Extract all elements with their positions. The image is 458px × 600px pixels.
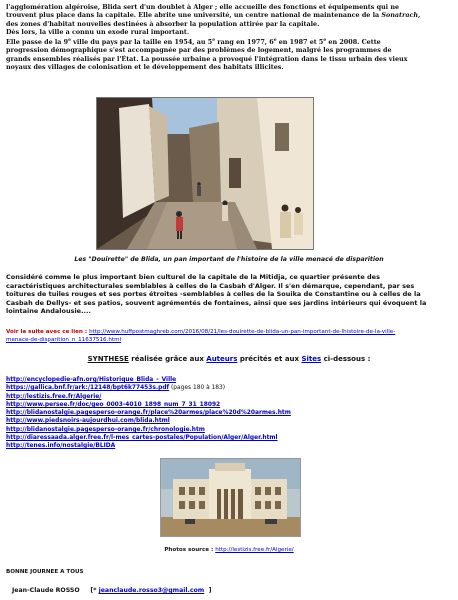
intro-paragraph — [6, 3, 454, 71]
body-line: toitures de tuiles rouges et ses portes étroites -semblables à celles de la Souika de Constantine ou à celles de la — [6, 290, 421, 298]
intro-line: grands ensembles réalisés par l'État. La poussée urbaine a provoqué l'intégration dans le tissu urbain des vieux — [6, 54, 408, 63]
read-more — [6, 329, 452, 344]
read-more-line — [6, 337, 452, 345]
bracket-open: [* — [79, 587, 99, 594]
source-link-row — [6, 434, 452, 442]
intro-text: en 2008. Cette — [326, 37, 381, 46]
source-link-gallica[interactable]: https://gallica.bnf.fr/ark:/12148/bpt6k77453s.pdf — [6, 385, 170, 392]
bracket-close: ] — [204, 587, 212, 594]
credit-link[interactable]: http://lestizis.free.fr/Algerie/ — [215, 547, 294, 553]
douirette-paragraph — [6, 273, 452, 316]
huffpost-link-continued[interactable]: menace-de-disparition_n_11637516.html — [6, 336, 122, 343]
credit-label: Photos source : — [164, 547, 216, 553]
intro-line — [6, 37, 454, 47]
intro-text: Elle passe de la 9 — [6, 37, 69, 46]
intro-line: l'agglomération algéroise, Blida sert d'un doublet à Alger ; elle accueille des fonctions et équipements qui ne — [6, 3, 400, 11]
ordinal-sup: e — [212, 37, 216, 43]
intro-text: rang en 1977, 6 — [215, 37, 274, 46]
source-link-lestizis[interactable]: http://lestizis.free.fr/Algerie/ — [6, 393, 102, 400]
body-line: lointaine Andalousie.... — [6, 307, 91, 315]
source-link-row — [6, 409, 452, 417]
intro-line: Dès lors, la ville a connu un exode rural important. — [6, 28, 190, 37]
source-link-row — [6, 384, 452, 392]
intro-text: ville du pays par la taille en 1954, au 5 — [70, 37, 213, 46]
closing-greeting: BONNE JOURNEE A TOUS — [6, 569, 84, 575]
source-link-row — [6, 442, 452, 450]
ordinal-sup: e — [323, 37, 327, 43]
signature — [12, 587, 211, 594]
douirette-street-photo — [96, 97, 314, 250]
intro-text: trouvent plus place dans la capitale. Elle abrite une université, un centre national de maintenance de la — [6, 11, 382, 20]
synthese-text: précités et aux — [237, 355, 302, 363]
authors-link[interactable]: Auteurs — [206, 355, 238, 363]
author-name: Jean-Claude ROSSO — [12, 587, 80, 594]
photo-credit — [0, 547, 458, 553]
read-more-label: Voir la suite avec ce lien : — [6, 329, 90, 335]
synthese-text: ci-dessous : — [321, 355, 371, 363]
intro-line — [6, 11, 454, 19]
source-link-blidanostalgie-place[interactable]: http://blidanostalgie.pagesperso-orange.fr/place%20armes/place%20d%20armes.htm — [6, 410, 291, 417]
source-link-row — [6, 426, 452, 434]
source-links-list — [6, 376, 452, 451]
sites-link[interactable]: Sites — [301, 355, 322, 363]
intro-line: noyaux des villages de colonisation et le développement des habitats illicites. — [6, 62, 284, 71]
synthese-heading — [0, 355, 458, 363]
source-link-row — [6, 376, 452, 384]
source-link-row — [6, 417, 452, 425]
huffpost-link[interactable]: http://www.huffpostmaghreb.com/2016/08/21/les-douirette-de-blida-un-pan-important-de-lhistoire-de-la-ville- — [89, 329, 396, 335]
synthese-title: SYNTHESE — [87, 355, 129, 363]
ordinal-sup: e — [68, 37, 71, 43]
source-link-row — [6, 401, 452, 409]
source-link-blidanostalgie-chrono[interactable]: http://blidanostalgie.pagesperso-orange.fr/chronologie.htm — [6, 426, 205, 433]
body-line: Casbah de Dellys- et ses patios, souvent agrémentés de fontaines, ainsi que ses jardins intérieurs qui évoquent la — [6, 298, 427, 307]
email-link[interactable]: jeanclaude.rosso3@gmail.com — [98, 587, 205, 594]
intro-line: des zones d'habitat nouvelles destinées à absorber la population attirée par la capitale. — [6, 19, 320, 28]
body-line: caractéristiques architecturales semblables à celles de la Casbah d'Alger. Il s'en démarque, cependant, par ses — [6, 281, 415, 290]
pages-note: (pages 180 à 183) — [169, 385, 226, 392]
ordinal-sup: e — [273, 37, 277, 43]
sonatrach-italic: Sonatrach, — [381, 11, 421, 20]
source-link-encyclopedie[interactable]: http://encyclopedie-afn.org/Historique_Blida_-_Ville — [6, 377, 177, 383]
source-link-piedsnoirs[interactable]: http://www.piedsnoirs-aujourdhui.com/blida.html — [6, 418, 170, 425]
source-link-diaressaada[interactable]: http://diaressaada.alger.free.fr/l-mes_cartes-postales/Population/Alger/Alger.html — [6, 435, 278, 442]
photo-caption: Les "Douirette" de Blida, un pan important de l'histoire de la ville menacé de disparition — [74, 256, 384, 263]
building-photo — [160, 458, 301, 537]
source-link-tenes[interactable]: http://tenes.info/nostalgie/BLIDA — [6, 443, 116, 450]
source-link-persee[interactable]: http://www.persee.fr/doc/geo_0003-4010_1898_num_7_31_18092 — [6, 401, 221, 408]
intro-line: progression démographique s'est accompagnée par des problèmes de logement, malgré les programmes de — [6, 46, 392, 55]
body-line: Considéré comme le plus important bien culturel de la capitale de la Mitidja, ce quartier présente des — [6, 273, 380, 281]
intro-text: en 1987 et 5 — [276, 37, 324, 46]
synthese-text: réalisée grâce aux — [128, 355, 207, 363]
read-more-line — [6, 329, 452, 337]
source-link-row — [6, 393, 452, 401]
